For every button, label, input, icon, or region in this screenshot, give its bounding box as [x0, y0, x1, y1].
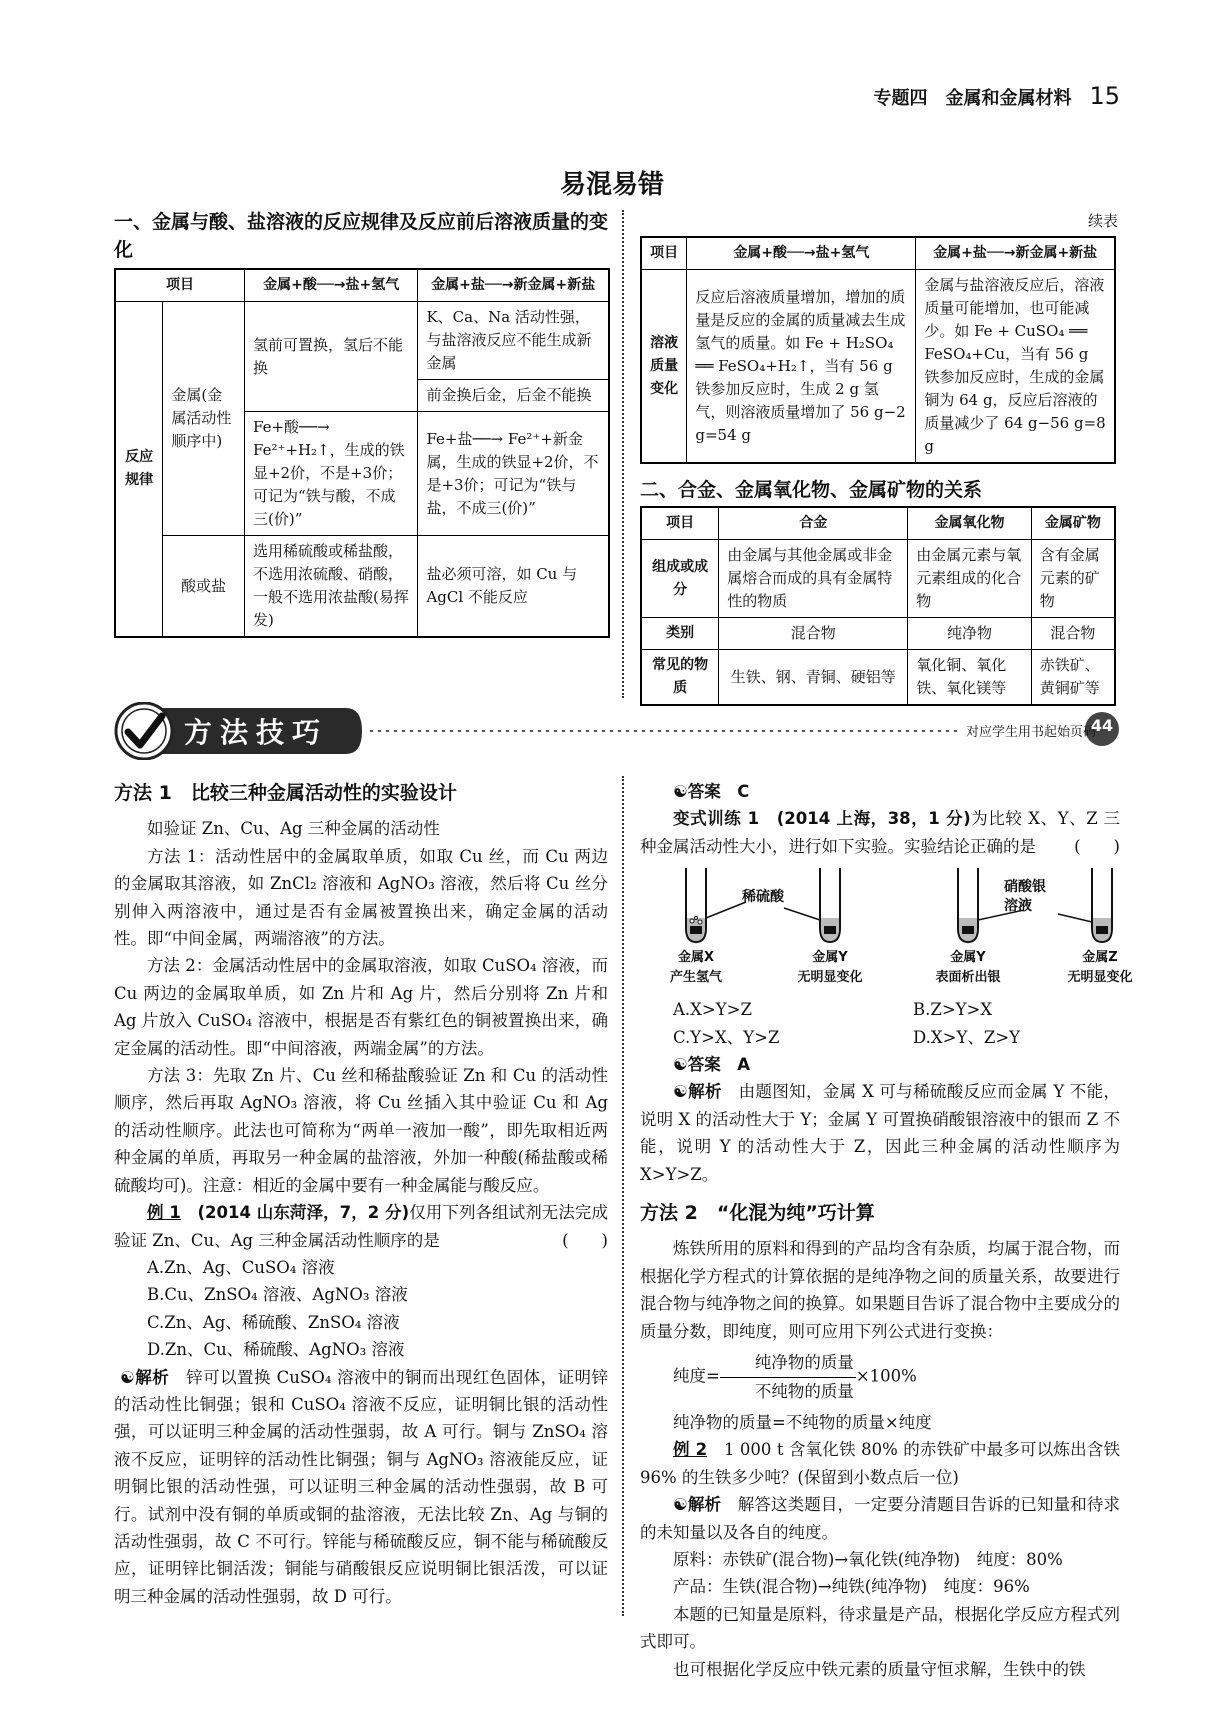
- t1-salt1: K、Ca、Na 活动性强，与盐溶液反应不能生成新金属: [418, 302, 609, 380]
- banner-page: 44: [1090, 716, 1114, 735]
- t3-r1-1: 由金属与其他金属或非金属熔合而成的具有金属特性的物质: [719, 540, 908, 618]
- ans-1-tag: 答案: [687, 782, 721, 801]
- ex1-tag: 例 1: [147, 1203, 181, 1223]
- analysis-icon-2: ☯: [673, 1082, 688, 1102]
- rc-p1: 炼铁所用的原料和得到的产品均含有杂质，均属于混合物，而根据化学方程式的计算依据的是纯净物之间的质量关系，故要进行混合物与纯净物之间的换算。如果题目告诉了混合物中主要成分的质量分数，即纯度，则可应用下列公式进行变换：: [640, 1239, 1120, 1341]
- formula-numerator: 纯净物的质量: [720, 1349, 856, 1377]
- analysis-icon: ☯: [120, 1367, 135, 1387]
- t2-h-acid: 金属+酸──→盐+氢气: [687, 237, 916, 270]
- tube-x: [640, 948, 752, 988]
- t1-salt3: Fe+盐──→ Fe²⁺+新金属，生成的铁显+2价，不是+3价；可记为“铁与盐，不成三(价)”: [418, 412, 609, 536]
- t2-h-salt: 金属+盐──→新金属+新盐: [916, 237, 1115, 270]
- t3-r1-0: 组成或成分: [641, 540, 719, 618]
- t1-h-salt: 金属+盐──→新金属+新盐: [418, 269, 609, 302]
- page-title: 易混易错: [559, 170, 664, 200]
- ex1-text: 仅用下列各组试剂无法完成验证 Zn、Cu、Ag 三种金属活动性顺序的是: [114, 1203, 609, 1250]
- ex2-analysis-tag: 解析: [687, 1495, 722, 1515]
- variant-option-c: C.Y>X、Y>Z: [673, 1027, 780, 1047]
- tube-x-metal: 金属X: [677, 950, 715, 966]
- ex1-option-d: D.Zn、Cu、稀硫酸、AgNO₃ 溶液: [147, 1340, 405, 1360]
- ans-1-value: C: [737, 782, 750, 801]
- tube-y1: [774, 948, 886, 988]
- t3-r1-2: 由金属元素与氧元素组成的化合物: [908, 540, 1031, 618]
- t2-acid: 反应后溶液质量增加，增加的质量是反应的金属的质量减去生成氢气的质量。如 Fe + H₂SO₄ ══ FeSO₄+H₂↑，当有 56 g 铁参加反应时，生成 2 g 氢气，则溶液质量增加了 56 g−2 g=54 g: [687, 270, 916, 464]
- variant-tag: 变式训练 1: [673, 809, 760, 829]
- t3-r2-3: 混合物: [1031, 618, 1115, 650]
- t1-acid2: Fe+酸──→ Fe²⁺+H₂↑，生成的铁显+2价，不是+3价；可记为“铁与酸，不成三(价)”: [244, 412, 417, 536]
- ex2-text: 1 000 t 含氧化铁 80% 的赤铁矿中最多可以炼出含铁 96% 的生铁多少吨？(保留到小数点后一位): [640, 1440, 1120, 1487]
- variant-source: (2014 上海，38，1 分): [776, 809, 971, 829]
- t3-r3-3: 赤铁矿、黄铜矿等: [1031, 650, 1115, 706]
- answer-icon: ☯: [673, 782, 688, 801]
- tube-y1-metal: 金属Y: [812, 950, 848, 966]
- ex1-source: (2014 山东菏泽，7，2 分): [197, 1203, 410, 1223]
- tube-z-metal: 金属Z: [1082, 950, 1118, 966]
- ans-2-value: A: [737, 1055, 751, 1075]
- variant-option-b: B.Z>Y>X: [913, 1000, 993, 1020]
- purity-formula: [640, 1349, 1120, 1405]
- rc-p2: 本题的已知量是原料，待求量是产品，根据化学反应方程式列式即可。: [640, 1604, 1120, 1652]
- formula-fraction: [720, 1349, 856, 1405]
- t1-acid-salt: 酸或盐: [163, 536, 245, 638]
- example-2: [640, 1436, 1120, 1491]
- t2-salt: 金属与盐溶液反应后，溶液质量可能增加，也可能减少。如 Fe + CuSO₄ ══ FeSO₄+Cu，当有 56 g 铁参加反应时，生成的金属铜为 64 g，反应后溶液的质量减少了 64 g−56 g=8 g: [916, 270, 1115, 464]
- tube-y2-result: 表面析出银: [935, 970, 1001, 986]
- t3-r2-1: 混合物: [719, 618, 908, 650]
- page-header: [873, 82, 1120, 110]
- variant-analysis: [640, 1078, 1120, 1188]
- reaction-table: [114, 268, 610, 638]
- lc-p2: 方法 1：活动性居中的金属取单质，如取 Cu 丝，而 Cu 两边的金属取其溶液，如 ZnCl₂ 溶液和 AgNO₃ 溶液，然后将 Cu 丝分别伸入两溶液中，通过是否有金属被置换出来，确定金属的活动性。即“中间金属，两端溶液”的方法。: [114, 846, 608, 949]
- label-dilute-acid: 稀硫酸: [742, 889, 784, 906]
- ex1-option-b: B.Cu、ZnSO₄ 溶液、AgNO₃ 溶液: [147, 1285, 408, 1305]
- method-2-heading: 方法 2 “化混为纯”巧计算: [640, 1202, 875, 1225]
- ans-2-tag: 答案: [687, 1055, 721, 1075]
- formula-denominator: 不纯物的质量: [754, 1381, 854, 1401]
- t3-r3-1: 生铁、钢、青铜、硬铝等: [719, 650, 908, 706]
- method-1-heading: 方法 1 比较三种金属活动性的实验设计: [114, 782, 457, 804]
- variant-options-row-1: [640, 996, 1120, 1023]
- ex2-analysis: [640, 1491, 1120, 1546]
- example-1: [114, 1199, 608, 1254]
- variant-analysis-text: 由题图知，金属 X 可与稀硫酸反应而金属 Y 不能，说明 X 的活动性大于 Y；金属 Y 可置换硝酸银溶液中的银而 Z 不能，说明 Y 的活动性大于 Z，因此三种金属的活动性顺序为X>Y>Z。: [640, 1082, 1121, 1184]
- t1-acid1: 氢前可置换，氢后不能换: [244, 302, 417, 412]
- t1-acid3: 选用稀硫酸或稀盐酸，不选用浓硫酸、硝酸，一般不选用浓盐酸(易挥发): [244, 536, 417, 638]
- t1-rule: 反应规律: [115, 302, 163, 638]
- variant-analysis-tag: 解析: [687, 1082, 722, 1102]
- t3-h2: 金属氧化物: [908, 507, 1031, 540]
- tube-y2: [912, 948, 1024, 988]
- variant-options-row-2: [640, 1024, 1120, 1051]
- formula-tail: ×100%: [855, 1366, 917, 1386]
- ex1-analysis: [114, 1364, 608, 1611]
- product: 产品：生铁(混合物)→纯铁(纯净物) 纯度：96%: [673, 1577, 1030, 1597]
- tube-x-result: 产生氢气: [669, 970, 722, 986]
- lc-p3: 方法 2：金属活动性居中的金属取溶液，如取 CuSO₄ 溶液，而 Cu 两边的金属取单质，如 Zn 片和 Ag 片，然后分别将 Zn 片和 Ag 片放入 CuSO₄ 溶液中，根据是否有紫红色的铜被置换出来，确定金属的活动性。即“中间溶液，两端金属”的方法。: [114, 956, 608, 1058]
- variant-paren: ( ): [1074, 836, 1120, 856]
- header-topic: 专题四 金属和金属材料: [873, 88, 1072, 109]
- t3-h1: 合金: [719, 507, 908, 540]
- t3-h0: 项目: [641, 507, 719, 540]
- tube-y1-result: 无明显变化: [797, 970, 863, 986]
- t1-h-acid: 金属+酸──→盐+氢气: [244, 269, 417, 302]
- ex1-analysis-text: 锌可以置换 CuSO₄ 溶液中的铜而出现红色固体，证明锌的活动性比铜强；银和 CuSO₄ 溶液不反应，证明铜比银的活动性强，可以证明三种金属的活动性强弱，故 A 可行。铜与 ZnSO₄ 溶液不反应，证明锌的活动性比铜强；铜与 AgNO₃ 溶液能反应，证明铜比银的活动性强，可以证明三种金属的活动性强弱，故 B 可行。试剂中没有铜的单质或铜的盐溶液，无法比较 Zn、Ag 与铜的活动性强弱，故 C 不可行。锌能与稀硫酸反应，铜不能与稀硫酸反应，证明锌比铜活泼；铜能与硝酸银反应说明铜比银活泼，可以证明三种金属的活动性强弱，故 D 可行。: [114, 1367, 609, 1606]
- alloy-table: [640, 506, 1116, 706]
- t2-label: 溶液质量变化: [641, 270, 687, 464]
- t3-r3-0: 常见的物质: [641, 650, 719, 706]
- formula-2: 纯净物的质量=不纯物的质量×纯度: [673, 1412, 932, 1432]
- ex1-option-a: A.Zn、Ag、CuSO₄ 溶液: [147, 1257, 335, 1277]
- answer-icon-2: ☯: [673, 1055, 688, 1075]
- banner-ref: 对应学生用书起始页码: [966, 725, 1097, 740]
- section-heading-2: 二、合金、金属氧化物、金属矿物的关系: [640, 479, 983, 501]
- raw-material: 原料：赤铁矿(混合物)→氧化铁(纯净物) 纯度：80%: [673, 1549, 1063, 1569]
- lc-p4: 方法 3：先取 Zn 片、Cu 丝和稀盐酸验证 Zn 和 Cu 的活动性顺序，然后再取 AgNO₃ 溶液，将 Cu 丝插入其中验证 Cu 和 Ag 的活动性顺序。此法也可简称为“两单一液加一酸”，即先取相近两种金属的单质，再取另一种金属的盐溶液，外加一种酸(稀盐酸或稀硫酸均可)。注意：相近的金属中要有一种金属能与酸反应。: [114, 1066, 608, 1195]
- ans-1: [640, 778, 1120, 805]
- test-tube-figure: [640, 866, 1133, 994]
- formula-lhs: 纯度=: [673, 1366, 720, 1386]
- method-banner: [114, 702, 1124, 760]
- t2-h-item: 项目: [641, 237, 687, 270]
- t3-r2-2: 纯净物: [908, 618, 1031, 650]
- t1-h-item: 项目: [115, 269, 244, 302]
- t1-metal-order: 金属(金属活动性顺序中): [163, 302, 245, 536]
- ex2-tag: 例 2: [673, 1440, 708, 1460]
- t3-r2-0: 类别: [641, 618, 719, 650]
- ex1-option-c: C.Zn、Ag、稀硫酸、ZnSO₄ 溶液: [147, 1312, 400, 1332]
- variant-1: [640, 805, 1120, 860]
- banner-title: 方法技巧: [184, 716, 329, 749]
- continued-label: 续表: [1087, 212, 1118, 230]
- column-divider-bottom: [622, 776, 624, 1616]
- mass-change-table: [640, 236, 1116, 464]
- variant-option-d: D.X>Y、Z>Y: [913, 1027, 1021, 1047]
- label-silver-nitrate: 硝酸银溶液: [1004, 879, 1046, 915]
- variant-text: 为比较 X、Y、Z 三种金属活动性大小，进行如下实验。实验结论正确的是: [640, 809, 1121, 856]
- rc-p3: 也可根据化学反应中铁元素的质量守恒求解，生铁中的铁: [673, 1659, 1086, 1679]
- lc-p1: 如验证 Zn、Cu、Ag 三种金属的活动性: [147, 819, 440, 839]
- ans-2: [640, 1051, 1120, 1078]
- ex2-analysis-text: 解答这类题目，一定要分清题目告诉的已知量和待求的未知量以及各自的纯度。: [640, 1495, 1121, 1542]
- tube-y2-metal: 金属Y: [950, 950, 986, 966]
- ex1-paren: ( ): [562, 1230, 608, 1250]
- t1-salt4: 盐必须可溶，如 Cu 与 AgCl 不能反应: [418, 536, 609, 638]
- tube-z: [1044, 948, 1156, 988]
- variant-option-a: A.X>Y>Z: [673, 1000, 752, 1020]
- tube-z-result: 无明显变化: [1067, 970, 1133, 986]
- t3-r3-2: 氧化铜、氧化铁、氧化镁等: [908, 650, 1031, 706]
- page-number: 15: [1089, 82, 1120, 110]
- t3-r1-3: 含有金属元素的矿物: [1031, 540, 1115, 618]
- column-divider-top: [622, 210, 624, 698]
- analysis-icon-3: ☯: [673, 1495, 688, 1515]
- t1-salt2: 前金换后金，后金不能换: [418, 380, 609, 412]
- left-column: [114, 776, 608, 1610]
- t3-h3: 金属矿物: [1031, 507, 1115, 540]
- ex1-analysis-tag: 解析: [134, 1367, 170, 1387]
- section-heading-1: 一、金属与酸、盐溶液的反应规律及反应前后溶液质量的变化: [114, 211, 609, 261]
- right-column: [640, 778, 1133, 1683]
